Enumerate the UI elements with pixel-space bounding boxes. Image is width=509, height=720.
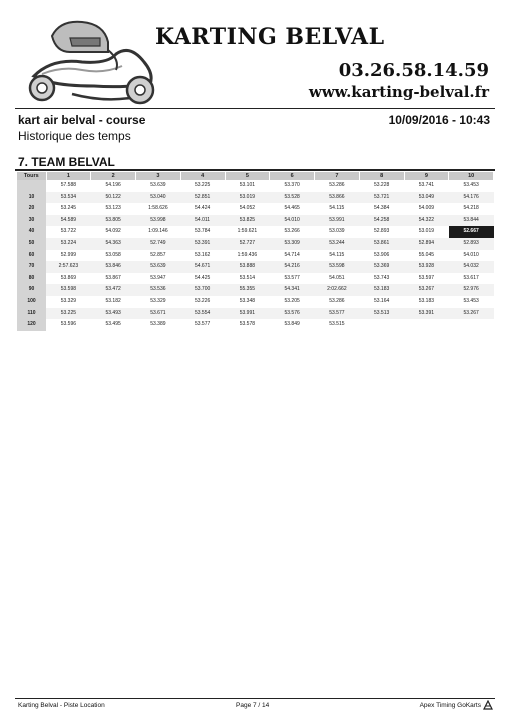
lap-time-cell: 53.182	[91, 296, 136, 308]
lap-time-cell: 2:02.662	[315, 284, 360, 296]
lap-time-cell: 54.115	[315, 203, 360, 215]
lap-time-cell: 54.341	[270, 284, 315, 296]
team-divider	[15, 169, 495, 171]
lap-time-cell: 53.019	[225, 192, 270, 204]
lap-time-cell: 54.218	[449, 203, 494, 215]
lap-time-cell: 53.183	[404, 296, 449, 308]
column-header-lap-3: 3	[136, 172, 181, 180]
lap-time-cell: 53.453	[449, 180, 494, 192]
lap-time-cell: 53.244	[315, 238, 360, 250]
lap-time-cell: 52.749	[136, 238, 181, 250]
lap-time-cell: 53.329	[46, 296, 91, 308]
lap-time-cell: 53.536	[136, 284, 181, 296]
table-row	[17, 250, 494, 262]
lap-time-cell: 53.869	[46, 273, 91, 285]
lap-time-cell: 53.700	[180, 284, 225, 296]
lap-time-cell: 54.671	[180, 261, 225, 273]
team-title: 7. TEAM BELVAL	[18, 155, 115, 169]
lap-time-cell: 53.825	[225, 215, 270, 227]
column-header-lap-1: 1	[46, 172, 91, 180]
lap-time-cell: 53.267	[404, 284, 449, 296]
lap-time-cell: 52.893	[449, 238, 494, 250]
tour-cell: 60	[17, 250, 46, 262]
lap-time-cell: 53.722	[46, 226, 91, 238]
lap-time-cell: 54.589	[46, 215, 91, 227]
brand-website: www.karting-belval.fr	[308, 83, 489, 101]
lap-time-cell: 1:58.626	[136, 203, 181, 215]
lap-time-cell: 53.515	[315, 319, 360, 331]
lap-time-cell: 53.596	[46, 319, 91, 331]
lap-time-cell: 53.495	[91, 319, 136, 331]
column-header-lap-5: 5	[225, 172, 270, 180]
table-row	[17, 215, 494, 227]
lap-time-cell: 53.928	[404, 261, 449, 273]
lap-time-cell: 53.846	[91, 261, 136, 273]
tour-cell: 110	[17, 308, 46, 320]
lap-time-cell: 54.009	[404, 203, 449, 215]
tour-cell	[17, 180, 46, 192]
lap-time-cell: 53.998	[136, 215, 181, 227]
table-row	[17, 203, 494, 215]
lap-time-cell: 53.101	[225, 180, 270, 192]
lap-time-cell: 54.115	[315, 250, 360, 262]
lap-time-cell: 53.205	[270, 296, 315, 308]
lap-time-cell: 53.617	[449, 273, 494, 285]
column-header-tours: Tours	[17, 172, 46, 180]
footer-location: Karting Belval - Piste Location	[18, 702, 105, 709]
lap-time-cell: 53.578	[225, 319, 270, 331]
best-lap-cell: 52.667	[449, 226, 494, 238]
lap-time-cell: 53.493	[91, 308, 136, 320]
table-row	[17, 296, 494, 308]
page-header	[0, 0, 509, 110]
tour-cell: 40	[17, 226, 46, 238]
event-datetime: 10/09/2016 - 10:43	[388, 113, 490, 127]
lap-time-cell: 53.906	[359, 250, 404, 262]
lap-time-cell: 53.329	[136, 296, 181, 308]
lap-time-cell: 53.671	[136, 308, 181, 320]
lap-time-cell: 53.867	[91, 273, 136, 285]
lap-time-cell: 53.528	[270, 192, 315, 204]
lap-time-cell	[359, 319, 404, 331]
lap-time-cell: 53.554	[180, 308, 225, 320]
lap-time-cell: 53.453	[449, 296, 494, 308]
lap-time-cell: 1:09.146	[136, 226, 181, 238]
lap-time-cell: 53.162	[180, 250, 225, 262]
header-divider	[15, 108, 495, 109]
lap-time-cell: 53.058	[91, 250, 136, 262]
lap-time-cell: 54.216	[270, 261, 315, 273]
column-header-lap-2: 2	[91, 172, 136, 180]
table-row	[17, 308, 494, 320]
lap-time-cell: 55.355	[225, 284, 270, 296]
event-name: kart air belval - course	[18, 113, 146, 127]
lap-time-cell: 53.286	[315, 180, 360, 192]
lap-time-cell: 53.741	[404, 180, 449, 192]
column-header-lap-9: 9	[404, 172, 449, 180]
lap-time-cell: 54.196	[91, 180, 136, 192]
lap-time-cell: 54.032	[449, 261, 494, 273]
tour-cell: 20	[17, 203, 46, 215]
lap-time-cell: 54.714	[270, 250, 315, 262]
lap-time-cell: 53.598	[46, 284, 91, 296]
lap-time-cell: 53.164	[359, 296, 404, 308]
lap-time-cell: 54.322	[404, 215, 449, 227]
apex-timing-logo-icon	[483, 700, 493, 710]
lap-time-cell: 53.369	[359, 261, 404, 273]
lap-time-cell: 53.040	[136, 192, 181, 204]
lap-time-cell: 53.844	[449, 215, 494, 227]
document-subtitle: Historique des temps	[18, 129, 131, 143]
lap-time-cell: 53.183	[359, 284, 404, 296]
lap-time-cell: 53.888	[225, 261, 270, 273]
lap-time-cell: 52.857	[136, 250, 181, 262]
lap-times-table	[17, 172, 494, 331]
tour-cell: 50	[17, 238, 46, 250]
lap-time-cell: 54.258	[359, 215, 404, 227]
lap-time-cell: 53.721	[359, 192, 404, 204]
lap-time-cell: 53.991	[225, 308, 270, 320]
lap-time-cell: 52.851	[180, 192, 225, 204]
lap-time-cell: 53.639	[136, 180, 181, 192]
lap-time-cell: 53.123	[91, 203, 136, 215]
lap-time-cell: 53.784	[180, 226, 225, 238]
table-body	[17, 180, 494, 331]
table-row	[17, 238, 494, 250]
tour-cell: 70	[17, 261, 46, 273]
lap-time-cell: 57.588	[46, 180, 91, 192]
lap-time-cell: 53.577	[270, 273, 315, 285]
lap-time-cell: 52.727	[225, 238, 270, 250]
table-row	[17, 261, 494, 273]
lap-time-cell: 53.805	[91, 215, 136, 227]
lap-time-cell: 53.598	[315, 261, 360, 273]
lap-time-cell: 54.363	[91, 238, 136, 250]
column-header-lap-10: 10	[449, 172, 494, 180]
table-row	[17, 273, 494, 285]
lap-time-cell: 53.743	[359, 273, 404, 285]
lap-time-cell: 52.893	[359, 226, 404, 238]
lap-time-cell: 53.245	[46, 203, 91, 215]
lap-time-cell: 53.225	[180, 180, 225, 192]
table-row	[17, 319, 494, 331]
lap-time-cell: 53.391	[180, 238, 225, 250]
lap-time-cell: 54.425	[180, 273, 225, 285]
lap-time-cell: 53.513	[359, 308, 404, 320]
column-header-lap-7: 7	[315, 172, 360, 180]
lap-time-cell: 53.861	[359, 238, 404, 250]
footer-divider	[15, 698, 495, 699]
lap-time-cell: 54.010	[270, 215, 315, 227]
karting-logo-icon	[12, 14, 172, 106]
lap-time-cell: 53.309	[270, 238, 315, 250]
lap-time-cell: 52.999	[46, 250, 91, 262]
lap-time-cell: 53.019	[404, 226, 449, 238]
footer-provider: Apex Timing GoKarts	[419, 702, 481, 709]
lap-time-cell: 53.991	[315, 215, 360, 227]
lap-time-cell: 53.266	[270, 226, 315, 238]
lap-time-cell: 53.226	[180, 296, 225, 308]
lap-time-cell: 54.051	[315, 273, 360, 285]
lap-time-cell: 53.389	[136, 319, 181, 331]
tour-cell: 120	[17, 319, 46, 331]
lap-time-cell: 53.577	[315, 308, 360, 320]
table-row	[17, 226, 494, 238]
lap-time-cell: 54.011	[180, 215, 225, 227]
column-header-lap-6: 6	[270, 172, 315, 180]
lap-time-cell: 1:59.436	[225, 250, 270, 262]
brand-phone: 03.26.58.14.59	[338, 60, 489, 81]
table-row	[17, 180, 494, 192]
lap-time-cell: 54.052	[225, 203, 270, 215]
tour-cell: 90	[17, 284, 46, 296]
brand-title: KARTING BELVAL	[155, 24, 385, 50]
lap-time-cell	[449, 319, 494, 331]
tour-cell: 100	[17, 296, 46, 308]
lap-time-cell: 53.228	[359, 180, 404, 192]
column-header-lap-4: 4	[180, 172, 225, 180]
lap-time-cell: 52.976	[449, 284, 494, 296]
table-row	[17, 192, 494, 204]
lap-time-cell: 54.092	[91, 226, 136, 238]
lap-time-cell: 53.639	[136, 261, 181, 273]
lap-time-cell: 53.472	[91, 284, 136, 296]
lap-time-cell: 53.370	[270, 180, 315, 192]
lap-time-cell: 54.010	[449, 250, 494, 262]
tour-cell: 80	[17, 273, 46, 285]
lap-time-cell: 54.424	[180, 203, 225, 215]
table-header-row	[17, 172, 494, 180]
lap-time-cell: 54.176	[449, 192, 494, 204]
page-number: Page 7 / 14	[236, 702, 270, 709]
tour-cell: 30	[17, 215, 46, 227]
table-row	[17, 284, 494, 296]
lap-time-cell: 53.576	[270, 308, 315, 320]
lap-time-cell: 53.039	[315, 226, 360, 238]
lap-time-cell: 54.465	[270, 203, 315, 215]
tour-cell: 10	[17, 192, 46, 204]
lap-time-cell: 54.384	[359, 203, 404, 215]
lap-time-cell: 53.286	[315, 296, 360, 308]
lap-time-cell: 53.514	[225, 273, 270, 285]
lap-time-cell: 55.045	[404, 250, 449, 262]
lap-time-cell: 53.947	[136, 273, 181, 285]
lap-time-cell: 2:57.623	[46, 261, 91, 273]
lap-time-cell: 52.894	[404, 238, 449, 250]
lap-time-cell: 53.534	[46, 192, 91, 204]
lap-time-cell: 53.225	[46, 308, 91, 320]
lap-time-cell: 53.391	[404, 308, 449, 320]
lap-time-cell: 53.348	[225, 296, 270, 308]
lap-time-cell: 53.049	[404, 192, 449, 204]
lap-time-cell: 53.597	[404, 273, 449, 285]
lap-time-cell: 53.224	[46, 238, 91, 250]
lap-time-cell: 53.866	[315, 192, 360, 204]
lap-time-cell: 50.122	[91, 192, 136, 204]
column-header-lap-8: 8	[359, 172, 404, 180]
lap-time-cell: 53.849	[270, 319, 315, 331]
lap-time-cell	[404, 319, 449, 331]
lap-time-cell: 1:59.621	[225, 226, 270, 238]
lap-time-cell: 53.267	[449, 308, 494, 320]
lap-time-cell: 53.577	[180, 319, 225, 331]
